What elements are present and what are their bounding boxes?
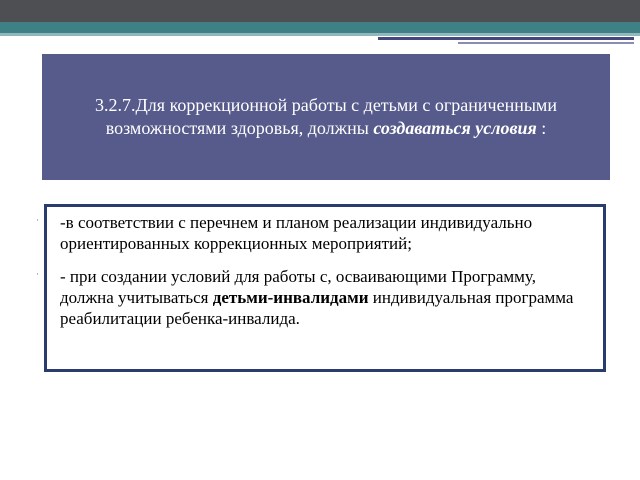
- bullet-item: [28, 212, 588, 254]
- bullet-text: -в соответствии с перечнем и планом реализации индивидуально ориентированных коррекционных мероприятий;: [60, 213, 533, 253]
- bullet-icon: ·: [36, 215, 39, 225]
- header-teal-light-band: [0, 33, 640, 36]
- bullet-text-bold: детьми-инвалидами: [212, 288, 369, 307]
- bullet-item: [28, 266, 588, 329]
- decorative-line-dark: [378, 37, 634, 40]
- bullet-icon: ·: [36, 269, 39, 279]
- header-dark-band: [0, 0, 640, 22]
- slide-title-suffix: :: [536, 118, 547, 138]
- slide-title: [62, 94, 590, 140]
- decorative-line-light: [458, 42, 634, 44]
- slide-title-emphasis: создаваться условия: [373, 118, 537, 138]
- header-teal-band: [0, 22, 640, 33]
- bullet-text-suffix: индивидуальная программа реабилитации ребенка-инвалида.: [60, 288, 574, 328]
- bullet-text-prefix: - при создании условий для работы с, осваивающими Программу, должна учитываться: [60, 267, 536, 307]
- title-box: [42, 54, 610, 180]
- slide-title-prefix: 3.2.7.Для коррекционной работы с детьми с ограниченными возможностями здоровья, должны: [95, 95, 557, 138]
- bullet-list: [28, 212, 588, 341]
